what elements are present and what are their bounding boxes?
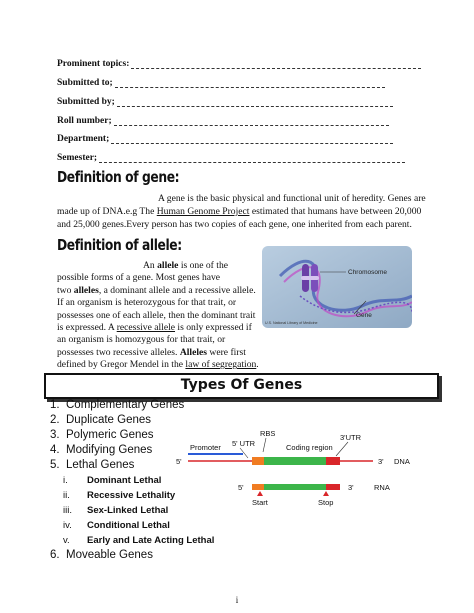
list-label: Dominant Lethal bbox=[87, 475, 162, 486]
human-genome-link[interactable]: Human Genome Project bbox=[156, 206, 250, 217]
text: is expressed. A bbox=[57, 322, 117, 334]
text: defined by Gregor Mendel in the bbox=[57, 359, 186, 371]
rna-coding-block bbox=[264, 484, 326, 490]
allele-line bbox=[57, 260, 267, 272]
sub-list-item bbox=[63, 520, 170, 531]
list-label: Duplicate Genes bbox=[66, 414, 152, 426]
list-item bbox=[50, 459, 134, 471]
text: were first bbox=[207, 346, 246, 358]
utr3-label: 3'UTR bbox=[340, 433, 362, 442]
rna-5-prime: 5' bbox=[238, 483, 244, 492]
list-label: Complementary Genes bbox=[66, 399, 185, 411]
field-blank[interactable] bbox=[114, 117, 389, 126]
field-prominent-topics bbox=[57, 59, 421, 69]
list-number: 4. bbox=[50, 444, 60, 456]
field-blank[interactable] bbox=[99, 154, 405, 163]
field-label: Department; bbox=[57, 134, 110, 144]
field-label: Prominent topics: bbox=[57, 59, 130, 69]
text: . bbox=[256, 359, 259, 371]
list-number: 6. bbox=[50, 549, 60, 561]
list-label: Lethal Genes bbox=[66, 459, 135, 471]
allele-line: possible forms of a gene. Most genes have bbox=[57, 272, 221, 284]
rna-utr5-block bbox=[252, 484, 264, 490]
gene-structure-diagram bbox=[168, 428, 428, 513]
text: estimated that humans have between 20,000 bbox=[249, 206, 422, 217]
field-label: Submitted by; bbox=[57, 97, 115, 107]
allele-line: an organism is homozygous for that trait, or bbox=[57, 334, 226, 346]
types-of-genes-banner bbox=[44, 373, 439, 399]
field-blank[interactable] bbox=[115, 79, 385, 88]
list-label: Conditional Lethal bbox=[87, 520, 170, 531]
utr3-block bbox=[326, 457, 340, 465]
start-marker-icon bbox=[257, 491, 263, 496]
rna-3-prime: 3' bbox=[348, 483, 354, 492]
sub-list-item bbox=[63, 505, 168, 516]
field-submitted-to bbox=[57, 78, 385, 88]
allele-paragraph bbox=[57, 260, 267, 372]
stop-marker-icon bbox=[323, 491, 329, 496]
list-number: 1. bbox=[50, 399, 60, 411]
stop-label: Stop bbox=[318, 498, 334, 507]
list-number: 5. bbox=[50, 459, 60, 471]
text: alleles bbox=[73, 284, 99, 296]
allele-line bbox=[57, 285, 267, 297]
list-item bbox=[50, 549, 153, 561]
field-department bbox=[57, 134, 393, 144]
field-roll-number bbox=[57, 116, 389, 126]
field-label: Roll number; bbox=[57, 116, 112, 126]
types-title: Types Of Genes bbox=[180, 377, 303, 393]
chromosome-figure bbox=[262, 246, 412, 328]
text: is one of the bbox=[178, 260, 228, 271]
allele-line bbox=[57, 322, 267, 334]
recessive-allele-link[interactable]: recessive allele bbox=[116, 322, 176, 334]
list-label: Polymeric Genes bbox=[66, 429, 154, 441]
dna-3-prime: 3' bbox=[378, 457, 384, 466]
allele-line: If an organism is heterozygous for that trait, or bbox=[57, 297, 237, 309]
utr5-block bbox=[252, 457, 264, 465]
gene-label: Gene bbox=[356, 312, 372, 319]
list-number: i. bbox=[63, 475, 68, 486]
field-blank[interactable] bbox=[111, 135, 393, 144]
chromosome-illustration bbox=[262, 246, 412, 328]
list-number: ii. bbox=[63, 490, 70, 501]
list-item bbox=[50, 414, 151, 426]
list-label: Sex-Linked Lethal bbox=[87, 505, 169, 516]
rna-utr3-block bbox=[326, 484, 340, 490]
field-blank[interactable] bbox=[131, 60, 421, 69]
page-number: i bbox=[235, 595, 239, 605]
text: An bbox=[143, 260, 158, 271]
allele-line bbox=[57, 347, 267, 359]
field-label: Semester; bbox=[57, 153, 98, 163]
gene-line-3: and 25,000 genes.Every person has two copies of each gene, one inherited from each parent. bbox=[57, 219, 412, 230]
dna-5-prime: 5' bbox=[176, 457, 182, 466]
sub-list-item bbox=[63, 535, 214, 546]
rna-label: RNA bbox=[374, 483, 390, 492]
list-item bbox=[50, 429, 154, 441]
allele-line: possesses one of each allele, then the dominant trait bbox=[57, 309, 256, 321]
law-of-segregation-link[interactable]: law of segregation bbox=[185, 359, 257, 371]
text: is only expressed if bbox=[175, 322, 252, 334]
list-label: Modifying Genes bbox=[66, 444, 153, 456]
sub-list-item bbox=[63, 490, 175, 501]
chromosome-label: Chromosome bbox=[348, 269, 388, 276]
list-number: iv. bbox=[63, 520, 72, 531]
list-label: Moveable Genes bbox=[66, 549, 153, 561]
text: two bbox=[57, 284, 74, 296]
text: allele bbox=[157, 260, 179, 271]
field-label: Submitted to; bbox=[57, 78, 113, 88]
start-label: Start bbox=[252, 498, 268, 507]
rbs-label: RBS bbox=[260, 429, 276, 438]
list-number: 2. bbox=[50, 414, 60, 426]
list-label: Recessive Lethality bbox=[87, 490, 176, 501]
allele-heading: Definition of allele: bbox=[57, 236, 182, 254]
text: Alleles bbox=[179, 346, 208, 358]
promoter-label: Promoter bbox=[190, 443, 221, 452]
promoter-bracket bbox=[188, 453, 243, 455]
image-credit: U.S. National Library of Medicine bbox=[265, 321, 318, 325]
field-blank[interactable] bbox=[117, 98, 393, 107]
gene-line-2 bbox=[57, 206, 421, 218]
coding-region-label: Coding region bbox=[286, 443, 333, 452]
list-item bbox=[50, 399, 184, 411]
list-number: iii. bbox=[63, 505, 72, 516]
list-number: 3. bbox=[50, 429, 60, 441]
coding-block bbox=[264, 457, 326, 465]
text: made up of DNA.e.g The bbox=[57, 206, 157, 217]
field-semester bbox=[57, 153, 405, 163]
list-label: Early and Late Acting Lethal bbox=[87, 535, 215, 546]
list-number: v. bbox=[63, 535, 70, 546]
dna-label: DNA bbox=[394, 457, 410, 466]
text: , a dominant allele and a recessive allele. bbox=[98, 284, 256, 296]
text: possesses two recessive alleles. bbox=[57, 346, 180, 358]
utr5-label: 5' UTR bbox=[232, 439, 256, 448]
sub-list-item bbox=[63, 475, 161, 486]
allele-line bbox=[57, 359, 267, 371]
field-submitted-by bbox=[57, 97, 393, 107]
list-item bbox=[50, 444, 152, 456]
gene-heading: Definition of gene: bbox=[57, 168, 180, 186]
gene-line-1: A gene is the basic physical and functional unit of heredity. Genes are bbox=[158, 193, 426, 204]
